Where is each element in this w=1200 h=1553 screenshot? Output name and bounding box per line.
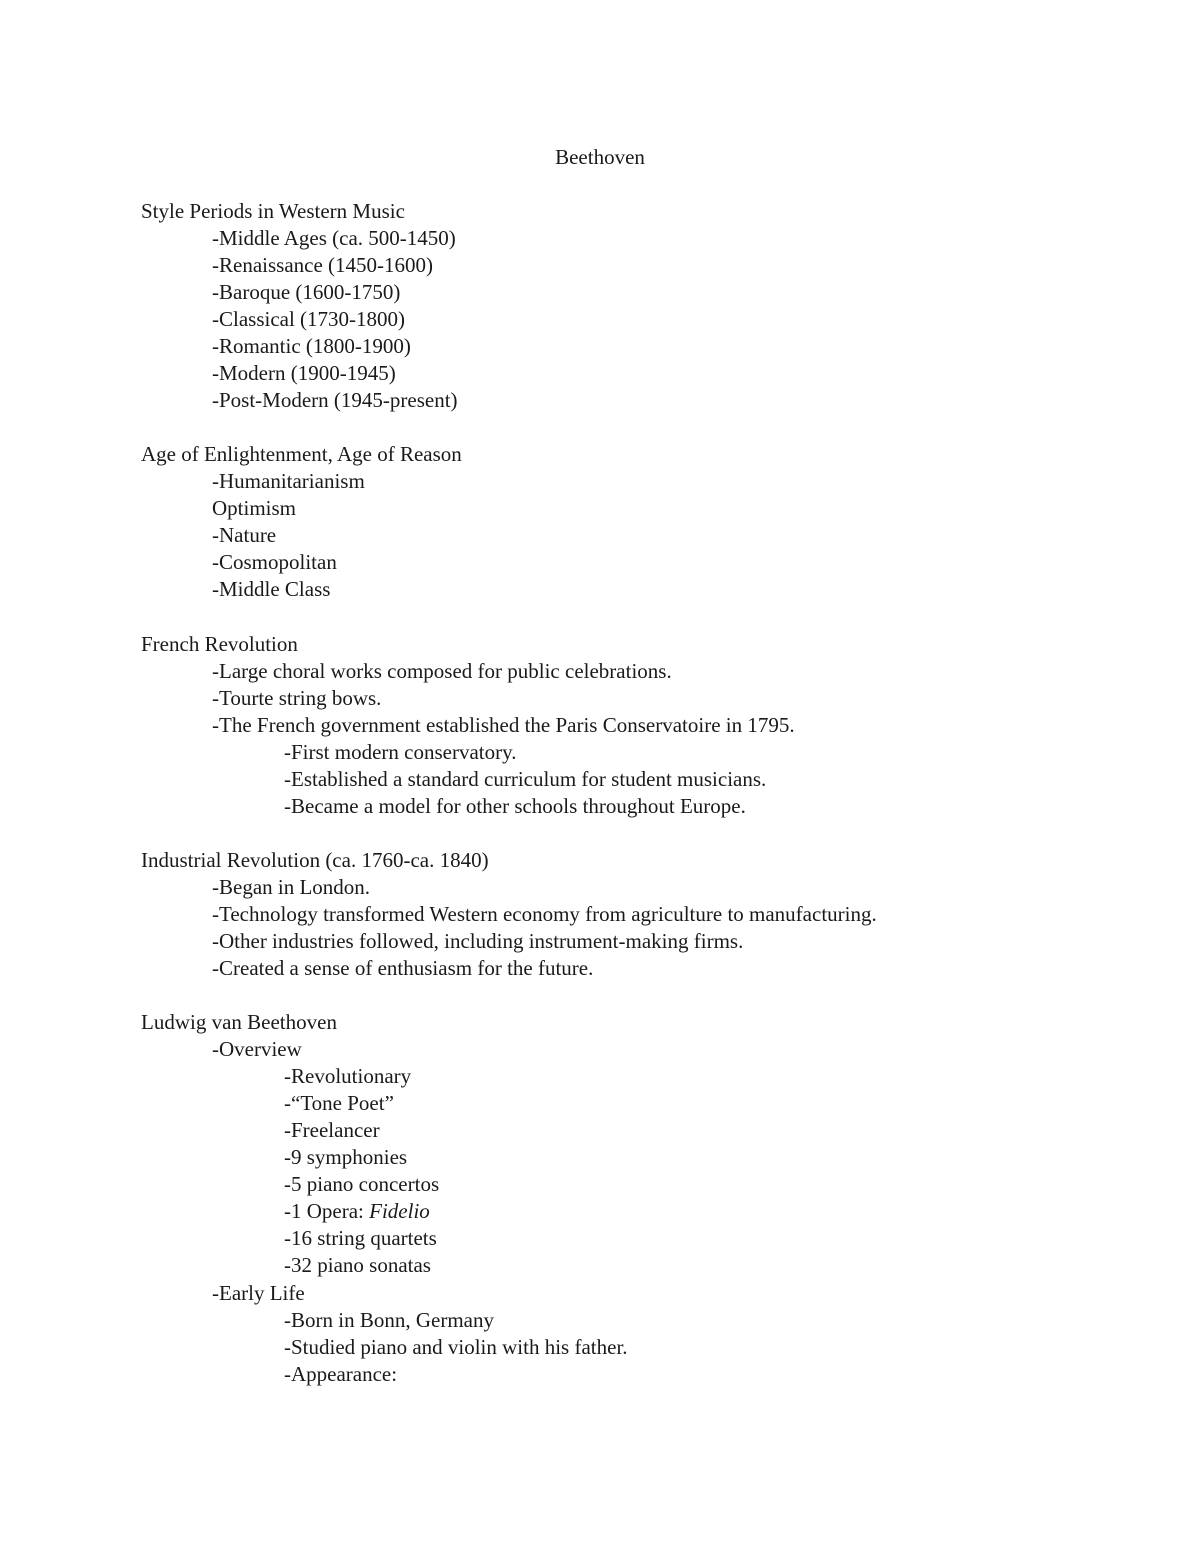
list-item: -The French government established the Paris Conservatoire in 1795. [212, 713, 795, 737]
opera-item [284, 1198, 430, 1225]
list-item: -Began in London. [212, 875, 371, 899]
list-item: -Modern (1900-1945) [212, 361, 396, 385]
list-item: -Other industries followed, including instrument-making firms. [212, 929, 744, 953]
sub-list-item: -“Tone Poet” [284, 1091, 394, 1115]
sub-list-item: -9 symphonies [284, 1145, 408, 1169]
list-item: -Large choral works composed for public celebrations. [212, 659, 672, 683]
sub-list-item: -First modern conservatory. [284, 740, 517, 764]
sub-list-item: -Freelancer [284, 1118, 380, 1142]
list-item: -Classical (1730-1800) [212, 307, 406, 331]
list-item: -Created a sense of enthusiasm for the future. [212, 956, 594, 980]
sub-list-item: -Revolutionary [284, 1064, 412, 1088]
list-item: -Middle Ages (ca. 500-1450) [212, 226, 456, 250]
list-item: Optimism [212, 496, 297, 520]
list-item: -Nature [212, 523, 277, 547]
sub-list-item: -32 piano sonatas [284, 1253, 431, 1277]
opera-title: Fidelio [369, 1199, 430, 1223]
section-heading-industrial-revolution: Industrial Revolution (ca. 1760-ca. 1840) [141, 848, 489, 872]
sub-list-item: -16 string quartets [284, 1226, 437, 1250]
list-item: -Post-Modern (1945-present) [212, 388, 458, 412]
sub-list-item: -5 piano concertos [284, 1172, 440, 1196]
sub-list-item: -Became a model for other schools throughout Europe. [284, 794, 746, 818]
overview-label: -Overview [212, 1037, 302, 1061]
sub-list-item: -Appearance: [284, 1362, 398, 1386]
early-life-label: -Early Life [212, 1281, 305, 1305]
list-item: -Renaissance (1450-1600) [212, 253, 434, 277]
section-heading-beethoven: Ludwig van Beethoven [141, 1010, 337, 1034]
sub-list-item: -Studied piano and violin with his father. [284, 1335, 628, 1359]
opera-prefix: -1 Opera: [284, 1199, 370, 1223]
section-heading-french-revolution: French Revolution [141, 632, 298, 656]
document-title: Beethoven [555, 145, 645, 169]
list-item: -Middle Class [212, 577, 331, 601]
section-heading-enlightenment: Age of Enlightenment, Age of Reason [141, 442, 462, 466]
list-item: -Humanitarianism [212, 469, 365, 493]
list-item: -Romantic (1800-1900) [212, 334, 411, 358]
list-item: -Tourte string bows. [212, 686, 382, 710]
sub-list-item: -Established a standard curriculum for student musicians. [284, 767, 767, 791]
section-heading-style-periods: Style Periods in Western Music [141, 199, 405, 223]
list-item: -Baroque (1600-1750) [212, 280, 401, 304]
sub-list-item: -Born in Bonn, Germany [284, 1308, 494, 1332]
list-item: -Technology transformed Western economy from agriculture to manufacturing. [212, 902, 877, 926]
list-item: -Cosmopolitan [212, 550, 337, 574]
